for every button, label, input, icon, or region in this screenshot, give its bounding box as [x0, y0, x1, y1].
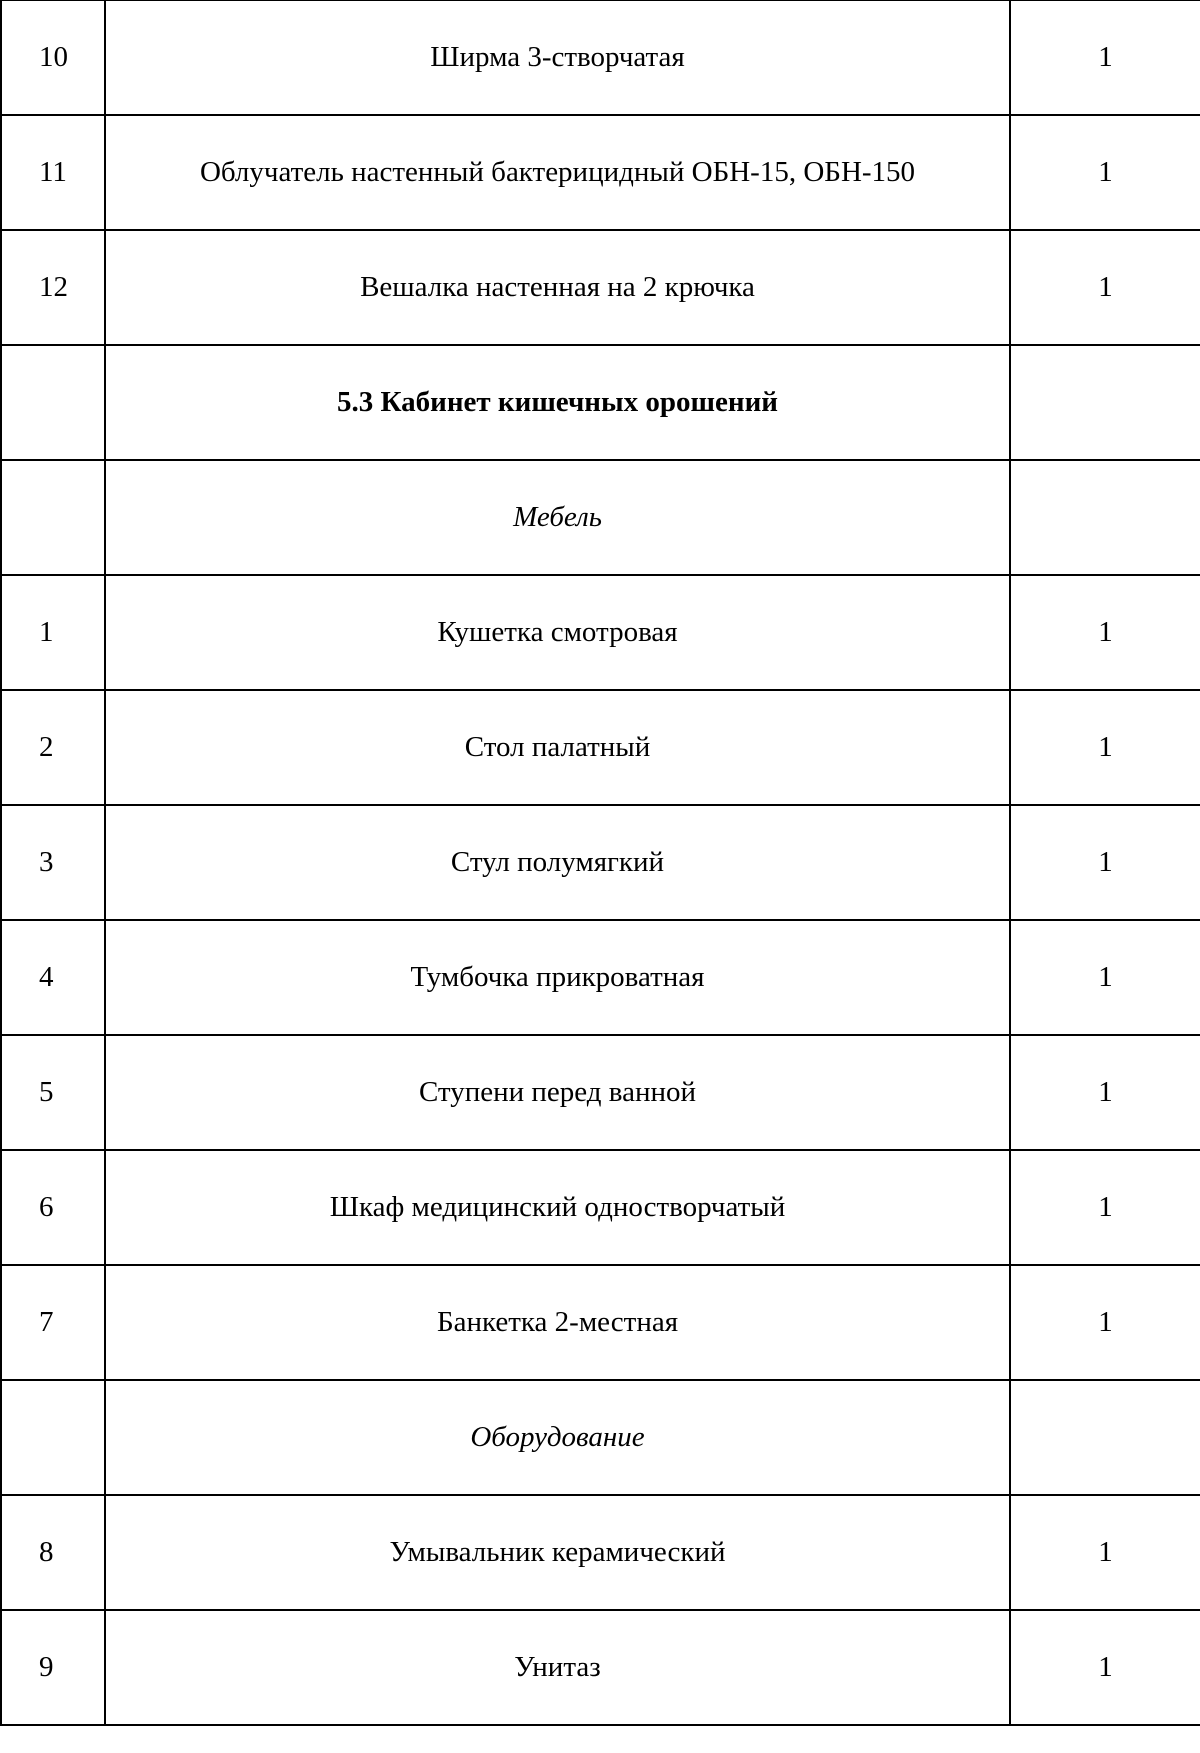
- table-row: [1, 115, 1200, 230]
- row-number: [1, 460, 105, 575]
- section-title: 5.3 Кабинет кишечных орошений: [105, 345, 1010, 460]
- row-number: 4: [1, 920, 105, 1035]
- table-row: [1, 920, 1200, 1035]
- item-quantity: [1010, 345, 1200, 460]
- table-row: [1, 230, 1200, 345]
- item-quantity: 1: [1010, 920, 1200, 1035]
- item-quantity: 1: [1010, 1, 1200, 116]
- item-name: Банкетка 2-местная: [105, 1265, 1010, 1380]
- table-row: [1, 1610, 1200, 1725]
- table-row: [1, 575, 1200, 690]
- row-number: 10: [1, 1, 105, 116]
- equipment-table-body: [1, 1, 1200, 1726]
- table-row: [1, 1265, 1200, 1380]
- item-name: Унитаз: [105, 1610, 1010, 1725]
- section-row: [1, 345, 1200, 460]
- item-name: Ширма 3-створчатая: [105, 1, 1010, 116]
- item-name: Стол палатный: [105, 690, 1010, 805]
- item-quantity: [1010, 460, 1200, 575]
- item-quantity: 1: [1010, 115, 1200, 230]
- row-number: 9: [1, 1610, 105, 1725]
- row-number: 2: [1, 690, 105, 805]
- row-number: 6: [1, 1150, 105, 1265]
- item-quantity: 1: [1010, 690, 1200, 805]
- item-name: Кушетка смотровая: [105, 575, 1010, 690]
- row-number: 5: [1, 1035, 105, 1150]
- table-row: [1, 805, 1200, 920]
- item-quantity: 1: [1010, 1495, 1200, 1610]
- table-row: [1, 1150, 1200, 1265]
- item-quantity: 1: [1010, 805, 1200, 920]
- category-row: [1, 460, 1200, 575]
- row-number: 11: [1, 115, 105, 230]
- table-row: [1, 1495, 1200, 1610]
- item-name: Вешалка настенная на 2 крючка: [105, 230, 1010, 345]
- item-quantity: 1: [1010, 1150, 1200, 1265]
- table-row: [1, 690, 1200, 805]
- item-quantity: 1: [1010, 1265, 1200, 1380]
- row-number: 12: [1, 230, 105, 345]
- item-name: Умывальник керамический: [105, 1495, 1010, 1610]
- item-quantity: [1010, 1380, 1200, 1495]
- item-quantity: 1: [1010, 575, 1200, 690]
- row-number: [1, 345, 105, 460]
- item-name: Облучатель настенный бактерицидный ОБН-15, ОБН-150: [105, 115, 1010, 230]
- item-quantity: 1: [1010, 1035, 1200, 1150]
- item-name: Шкаф медицинский одностворчатый: [105, 1150, 1010, 1265]
- row-number: 7: [1, 1265, 105, 1380]
- item-quantity: 1: [1010, 230, 1200, 345]
- category-title-furniture: Мебель: [105, 460, 1010, 575]
- category-title-equipment: Оборудование: [105, 1380, 1010, 1495]
- item-name: Стул полумягкий: [105, 805, 1010, 920]
- row-number: 8: [1, 1495, 105, 1610]
- table-row: [1, 1, 1200, 116]
- item-quantity: 1: [1010, 1610, 1200, 1725]
- category-row: [1, 1380, 1200, 1495]
- table-row: [1, 1035, 1200, 1150]
- row-number: 1: [1, 575, 105, 690]
- item-name: Ступени перед ванной: [105, 1035, 1010, 1150]
- row-number: 3: [1, 805, 105, 920]
- row-number: [1, 1380, 105, 1495]
- item-name: Тумбочка прикроватная: [105, 920, 1010, 1035]
